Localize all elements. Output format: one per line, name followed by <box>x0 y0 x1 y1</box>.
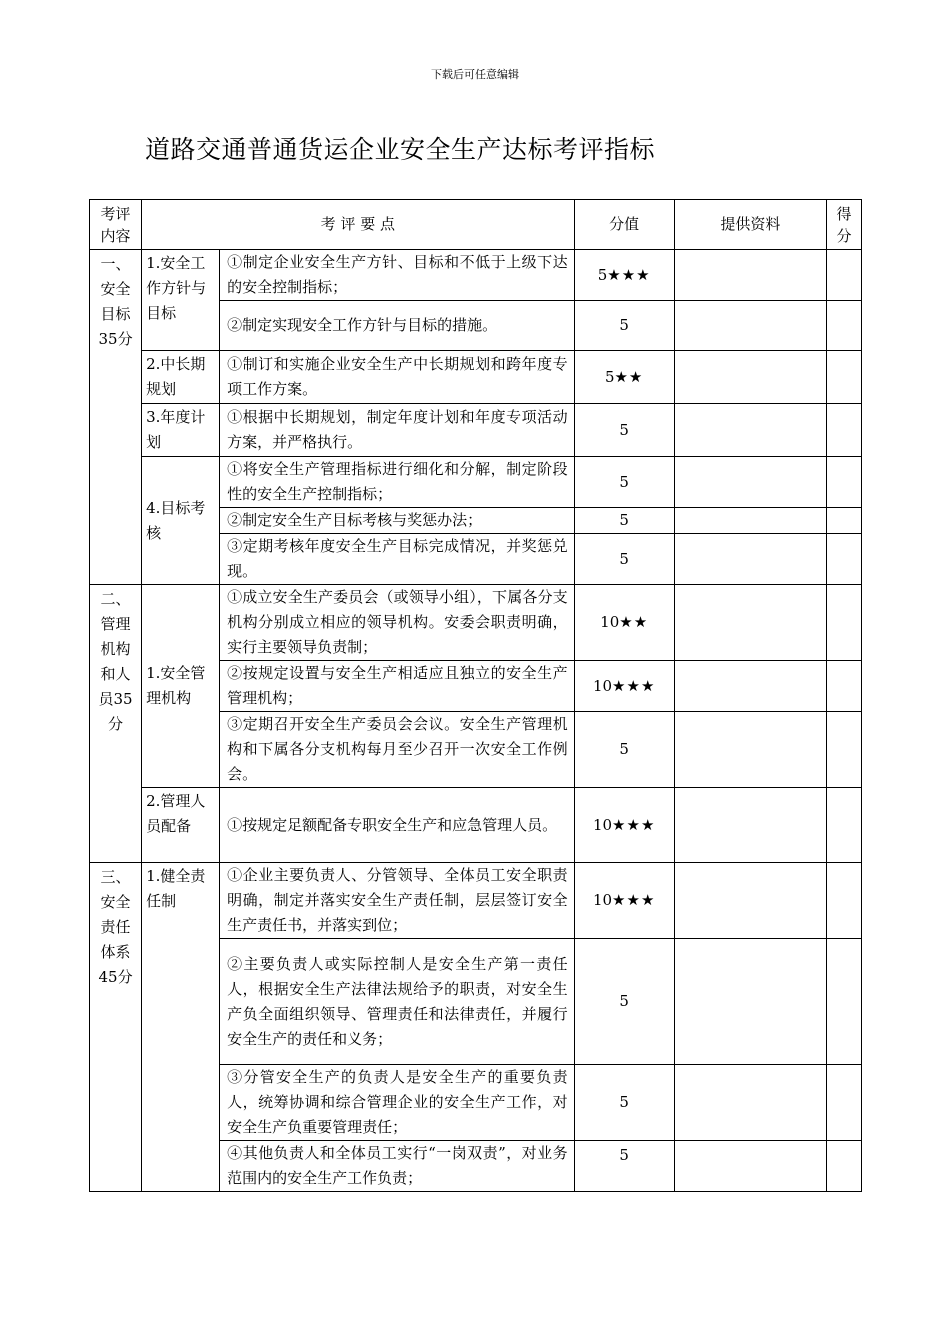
evaluation-point: ④其他负责人和全体员工实行“一岗双责”，对业务范围内的安全生产工作负责； <box>220 1141 574 1192</box>
score-cell <box>574 1141 674 1192</box>
score-cell <box>574 1065 674 1141</box>
evaluation-point: ③分管安全生产的负责人是安全生产的重要负责人，统筹协调和综合管理企业的安全生产工作，对安全生产负重要管理责任； <box>220 1065 574 1141</box>
score-cell <box>574 301 674 351</box>
evaluation-point: ①成立安全生产委员会（或领导小组），下属各分支机构分别成立相应的领导机构。安委会职责明确，实行主要领导负责制； <box>220 585 574 661</box>
table-row <box>90 351 862 404</box>
table-body <box>90 250 862 1192</box>
score-value: 5 <box>597 265 608 284</box>
category-cell: 一、安全目标35分 <box>90 250 142 585</box>
header-note: 下载后可任意编辑 <box>431 68 519 81</box>
category-cell: 三、安全责任体系45分 <box>90 863 142 1192</box>
score-cell <box>574 534 674 585</box>
score-cell <box>574 508 674 534</box>
score-cell <box>574 939 674 1065</box>
score-value: 10 <box>592 676 613 695</box>
got-score-cell[interactable] <box>826 788 861 863</box>
score-cell <box>574 351 674 404</box>
header-category: 考评内容 <box>90 200 142 250</box>
materials-cell[interactable] <box>674 1141 826 1192</box>
materials-cell[interactable] <box>674 301 826 351</box>
table-row <box>90 457 862 508</box>
evaluation-point: ①企业主要负责人、分管领导、全体员工安全职责明确，制定并落实安全生产责任制，层层签订安全生产责任书，并落实到位； <box>220 863 574 939</box>
materials-cell[interactable] <box>674 788 826 863</box>
star-rating-icon: ★★ <box>619 613 649 631</box>
got-score-cell[interactable] <box>826 1141 861 1192</box>
evaluation-point: ①按规定足额配备专职安全生产和应急管理人员。 <box>220 788 574 863</box>
header-points: 考 评 要 点 <box>142 200 575 250</box>
score-cell <box>574 661 674 712</box>
got-score-cell[interactable] <box>826 404 861 457</box>
document-title: 道路交通普通货运企业安全生产达标考评指标 <box>145 135 656 164</box>
subcategory-cell: 1.安全管理机构 <box>142 585 220 788</box>
materials-cell[interactable] <box>674 351 826 404</box>
materials-cell[interactable] <box>674 863 826 939</box>
evaluation-point: ①将安全生产管理指标进行细化和分解，制定阶段性的安全生产控制指标； <box>220 457 574 508</box>
got-score-cell[interactable] <box>826 712 861 788</box>
score-cell <box>574 404 674 457</box>
evaluation-point: ③定期召开安全生产委员会会议。安全生产管理机构和下属各分支机构每月至少召开一次安全工作例会。 <box>220 712 574 788</box>
score-value: 5 <box>619 1146 629 1164</box>
score-value: 5 <box>619 549 629 568</box>
header-got: 得分 <box>826 200 861 250</box>
star-rating-icon: ★★ <box>614 367 644 386</box>
materials-cell[interactable] <box>674 508 826 534</box>
score-cell <box>574 250 674 301</box>
score-cell <box>574 457 674 508</box>
materials-cell[interactable] <box>674 939 826 1065</box>
materials-cell[interactable] <box>674 661 826 712</box>
score-cell <box>574 585 674 661</box>
table-row <box>90 788 862 863</box>
score-value: 10 <box>592 891 613 909</box>
got-score-cell[interactable] <box>826 585 861 661</box>
got-score-cell[interactable] <box>826 457 861 508</box>
subcategory-cell: 3.年度计划 <box>142 404 220 457</box>
materials-cell[interactable] <box>674 534 826 585</box>
evaluation-point: ②制定实现安全工作方针与目标的措施。 <box>220 301 574 351</box>
evaluation-point: ③定期考核年度安全生产目标完成情况，并奖惩兑现。 <box>220 534 574 585</box>
star-rating-icon: ★★★ <box>612 815 656 834</box>
materials-cell[interactable] <box>674 712 826 788</box>
star-rating-icon: ★★★ <box>612 891 656 909</box>
evaluation-table <box>89 199 862 1192</box>
score-value: 10 <box>600 613 620 631</box>
got-score-cell[interactable] <box>826 508 861 534</box>
got-score-cell[interactable] <box>826 250 861 301</box>
subcategory-cell: 2.管理人员配备 <box>142 788 220 863</box>
header-score: 分值 <box>574 200 674 250</box>
subcategory-cell: 1.安全工作方针与目标 <box>142 250 220 351</box>
table-row <box>90 585 862 661</box>
subcategory-cell: 1.健全责任制 <box>142 863 220 1192</box>
got-score-cell[interactable] <box>826 661 861 712</box>
table-row <box>90 863 862 939</box>
table-row <box>90 250 862 301</box>
star-rating-icon: ★★★ <box>607 265 651 284</box>
score-cell <box>574 712 674 788</box>
header-materials: 提供资料 <box>674 200 826 250</box>
materials-cell[interactable] <box>674 404 826 457</box>
score-value: 5 <box>619 511 629 529</box>
score-cell <box>574 788 674 863</box>
evaluation-point: ②主要负责人或实际控制人是安全生产第一责任人，根据安全生产法律法规给予的职责，对安全生产负全面组织领导、管理责任和法律责任，并履行安全生产的责任和义务； <box>220 939 574 1065</box>
subcategory-cell: 2.中长期规划 <box>142 351 220 404</box>
evaluation-point: ①制订和实施企业安全生产中长期规划和跨年度专项工作方案。 <box>220 351 574 404</box>
materials-cell[interactable] <box>674 1065 826 1141</box>
score-cell <box>574 863 674 939</box>
evaluation-point: ②按规定设置与安全生产相适应且独立的安全生产管理机构； <box>220 661 574 712</box>
evaluation-point: ①根据中长期规划，制定年度计划和年度专项活动方案，并严格执行。 <box>220 404 574 457</box>
category-cell: 二、管理机构和人员35分 <box>90 585 142 863</box>
score-value: 5 <box>619 1093 629 1111</box>
score-value: 5 <box>619 740 629 758</box>
materials-cell[interactable] <box>674 585 826 661</box>
score-value: 10 <box>592 815 613 834</box>
subcategory-cell: 4.目标考核 <box>142 457 220 585</box>
score-value: 5 <box>619 472 629 491</box>
got-score-cell[interactable] <box>826 863 861 939</box>
got-score-cell[interactable] <box>826 1065 861 1141</box>
materials-cell[interactable] <box>674 457 826 508</box>
got-score-cell[interactable] <box>826 939 861 1065</box>
got-score-cell[interactable] <box>826 534 861 585</box>
table-row <box>90 404 862 457</box>
score-value: 5 <box>619 420 629 439</box>
evaluation-point: ①制定企业安全生产方针、目标和不低于上级下达的安全控制指标； <box>220 250 574 301</box>
score-value: 5 <box>619 316 629 334</box>
score-value: 5 <box>604 367 615 386</box>
got-score-cell[interactable] <box>826 351 861 404</box>
evaluation-point: ②制定安全生产目标考核与奖惩办法； <box>220 508 574 534</box>
materials-cell[interactable] <box>674 250 826 301</box>
score-value: 5 <box>619 992 629 1010</box>
star-rating-icon: ★★★ <box>612 676 656 695</box>
got-score-cell[interactable] <box>826 301 861 351</box>
